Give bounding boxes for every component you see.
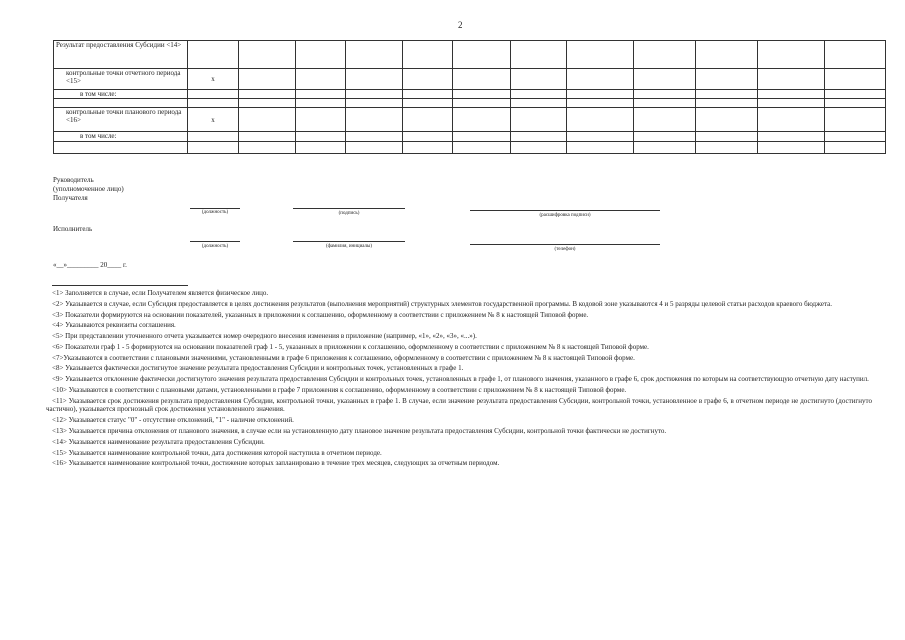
including-label: в том числе:: [54, 132, 188, 142]
page-number: 2: [458, 20, 463, 30]
table-row: [54, 99, 886, 108]
table-row: [54, 108, 886, 132]
footnote-8: <8> Указывается фактически достигнутое значение результата предоставления Субсидии и контрольных точек, установленных в графе 1.: [52, 364, 464, 373]
executor-position-caption: (должность): [201, 244, 229, 249]
table-row: [54, 142, 886, 154]
footnote-2: <2> Указывается в случае, если Субсидия предоставляется в целях достижения результатов (выполнения мероприятий) структурных элементов государственной программы. В кодовой зоне указываются 4 и 5 разряды целевой статьи расходов краевого бюджета.: [52, 299, 832, 308]
head-label: Руководитель: [53, 176, 94, 184]
date-line: «__»_________ 20____ г.: [53, 261, 127, 269]
executor-name-caption: (фамилия, инициалы): [325, 244, 373, 249]
signature-line[interactable]: [293, 208, 405, 209]
authorized-person-label: (уполномоченное лицо): [53, 185, 124, 193]
including-label: в том числе:: [54, 90, 188, 99]
footnote-5: <5> При представлении уточненного отчета указывается номер очередного внесения изменения в приложение (например, «1», «2», «3», «...»).: [52, 332, 477, 341]
position-line[interactable]: [190, 208, 240, 209]
table-row: [54, 41, 886, 69]
table-row: [54, 69, 886, 90]
decryption-line[interactable]: [470, 210, 660, 211]
position-caption: (должность): [201, 210, 229, 215]
footnote-4: <4> Указываются реквизиты соглашения.: [52, 321, 176, 330]
x-mark: х: [188, 69, 239, 90]
executor-name-line[interactable]: [293, 241, 405, 242]
footnote-14: <14> Указывается наименование результата предоставления Субсидии.: [52, 437, 265, 446]
footnote-6: <6> Показатели граф 1 - 5 формируются на основании показателей граф 1 - 5, указанных в приложении к соглашению, оформленному в соответствии с приложением № 8 к настоящей Типовой форме.: [52, 342, 649, 351]
footnote-1: <1> Заполняется в случае, если Получателем является физическое лицо.: [52, 289, 269, 297]
x-mark: х: [188, 108, 239, 132]
report-table: [53, 40, 886, 154]
footnote-16: <16> Указывается наименование контрольной точки, достижение которых запланировано в течение трех месяцев, следующих за отчетным периодом.: [52, 459, 500, 468]
result-label: Результат предоставления Субсидии <14>: [54, 41, 188, 69]
decryption-caption: (расшифровка подписи): [539, 213, 591, 218]
executor-position-line[interactable]: [190, 241, 240, 242]
table-row: [54, 132, 886, 142]
footnote-12: <12> Указывается статус "0" - отсутствие отклонений, "1" - наличие отклонений.: [52, 416, 294, 425]
footnote-7: <7>Указываются в соответствии с плановыми значениями, установленными в графе 6 приложения к соглашению, оформленному в соответствии с приложением № 8 к настоящей Типовой форме.: [52, 353, 635, 362]
footnote-10: <10> Указываются в соответствии с плановыми датами, установленными в графе 7 приложения к соглашению, оформленному в соответствии с приложением № 8 к настоящей Типовой форме.: [52, 386, 627, 395]
footnote-9: <9> Указывается отклонение фактически достигнутого значения результата предоставления Субсидии и контрольных точек, установленных в графе 1, от планового значения, указанного в графе 6, срок достижения по которым на соответствующую отчетную дату наступил.: [52, 375, 869, 384]
executor-label: Исполнитель: [53, 225, 93, 233]
footnote-15: <15> Указывается наименование контрольной точки, дата достижения которой наступила в отчетном периоде.: [52, 448, 382, 457]
signature-block: [53, 176, 124, 203]
phone-caption: (телефон): [554, 247, 576, 252]
signature-caption: (подпись): [338, 211, 360, 216]
footnote-separator: [52, 285, 188, 286]
phone-line[interactable]: [470, 244, 660, 245]
control-points-reporting-label: контрольные точки отчетного периода <15>: [54, 69, 188, 90]
footnote-3: <3> Показатели формируются на основании показателей, указанных в приложении к соглашению, оформленному в соответствии с приложением № 8 к настоящей Типовой форме.: [52, 310, 589, 319]
footnote-13: <13> Указывается причина отклонения от планового значения, в случае если на установленную дату плановое значение результата предоставления Субсидии, контрольной точки фактически не достигнуто.: [52, 426, 667, 435]
table-row: [54, 90, 886, 99]
control-points-planned-label: контрольные точки планового периода <16>: [54, 108, 188, 132]
recipient-label: Получателя: [53, 194, 88, 202]
footnotes: [46, 285, 872, 470]
footnote-11: <11> Указывается срок достижения результата предоставления Субсидии, контрольной точки, указанных в графе 1. В случае, если значение результата предоставления Субсидии, контрольной точки, установленное в графе 6, в отчетном периоде не достигнуто (достигнуто частично), указывается прогнозный срок достижения установленного значения.: [46, 396, 872, 414]
